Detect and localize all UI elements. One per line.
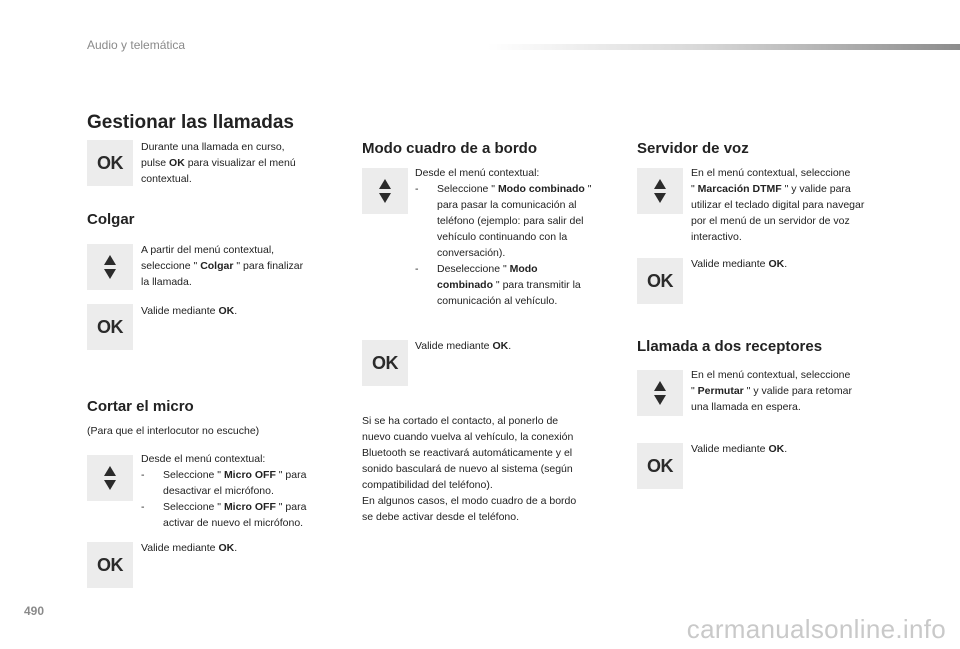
- ok-icon-label: OK: [647, 270, 673, 291]
- text-line: En algunos casos, el modo cuadro de a bordo: [362, 495, 577, 507]
- arrow-up-icon: [104, 255, 116, 265]
- text-line: " Permutar " y valide para retomar: [691, 385, 852, 397]
- ok-button-icon: [362, 340, 408, 386]
- arrow-down-icon: [654, 395, 666, 405]
- text-line: nuevo cuando vuelva al vehículo, la conexión: [362, 431, 574, 443]
- list-item: - Seleccione " Micro OFF " para activar de nuevo el micrófono.: [141, 501, 307, 529]
- micro-note: (Para que el interlocutor no escuche): [87, 425, 260, 437]
- arrow-up-icon: [379, 179, 391, 189]
- ok-icon-label: OK: [647, 455, 673, 476]
- text-line: Si se ha cortado el contacto, al ponerlo de: [362, 415, 559, 427]
- micro-text: [141, 451, 341, 531]
- page-number: 490: [24, 604, 45, 618]
- arrow-down-icon: [104, 269, 116, 279]
- text-line: Durante una llamada en curso,: [141, 141, 285, 153]
- list-item: - Seleccione " Micro OFF " para desactivar el micrófono.: [141, 469, 307, 497]
- page-title: Gestionar las llamadas: [87, 112, 294, 133]
- text-line: Bluetooth se reactivará automáticamente y el: [362, 447, 573, 459]
- text-line: pulse OK para visualizar el menú: [141, 157, 296, 169]
- colgar-text: [141, 242, 341, 290]
- dos-receptores-validate-text: Valide mediante OK.: [691, 443, 788, 455]
- modo-cuadro-heading: Modo cuadro de a bordo: [362, 140, 537, 157]
- ok-icon-label: OK: [97, 316, 123, 337]
- text-line: Desde el menú contextual:: [141, 453, 266, 465]
- text-line: seleccione " Colgar " para finalizar: [141, 260, 304, 272]
- colgar-validate-text: Valide mediante OK.: [141, 305, 238, 317]
- watermark-text: carmanualsonline.info: [686, 614, 946, 644]
- arrow-down-icon: [104, 480, 116, 490]
- dos-receptores-text: [691, 367, 906, 415]
- list-item: - Deseleccione " Modo combinado " para transmitir la comunicación al vehículo.: [415, 263, 581, 307]
- arrow-down-icon: [654, 193, 666, 203]
- header-gradient-bar: [488, 44, 960, 50]
- text-line: sonido basculará de nuevo al sistema (según: [362, 463, 573, 475]
- text-line: En el menú contextual, seleccione: [691, 167, 851, 179]
- colgar-heading: Colgar: [87, 211, 135, 228]
- servidor-voz-text: [691, 165, 906, 245]
- text-line: contextual.: [141, 173, 192, 185]
- ok-icon-label: OK: [372, 352, 398, 373]
- up-down-arrows-icon: [637, 370, 683, 416]
- arrow-down-icon: [379, 193, 391, 203]
- modo-cuadro-text: [415, 165, 620, 309]
- dos-receptores-heading: Llamada a dos receptores: [637, 338, 823, 355]
- modo-cuadro-validate-text: Valide mediante OK.: [415, 340, 512, 352]
- ok-button-icon: [87, 304, 133, 350]
- arrow-up-icon: [104, 466, 116, 476]
- text-line: A partir del menú contextual,: [141, 244, 275, 256]
- ok-icon-label: OK: [97, 152, 123, 173]
- ok-button-icon: [637, 258, 683, 304]
- servidor-voz-heading: Servidor de voz: [637, 140, 749, 157]
- up-down-arrows-icon: [87, 455, 133, 501]
- arrow-up-icon: [654, 381, 666, 391]
- section-header-title: Audio y telemática: [87, 38, 186, 52]
- bluetooth-info-paragraph: [362, 413, 612, 525]
- text-line: interactivo.: [691, 231, 742, 243]
- text-line: compatibilidad del teléfono).: [362, 479, 493, 491]
- up-down-arrows-icon: [362, 168, 408, 214]
- ok-icon-label: OK: [97, 554, 123, 575]
- ok-button-icon: [87, 140, 133, 186]
- text-line: por el menú de un servidor de voz: [691, 215, 850, 227]
- up-down-arrows-icon: [637, 168, 683, 214]
- micro-validate-text: Valide mediante OK.: [141, 542, 238, 554]
- up-down-arrows-icon: [87, 244, 133, 290]
- servidor-voz-validate-text: Valide mediante OK.: [691, 258, 788, 270]
- text-line: En el menú contextual, seleccione: [691, 369, 851, 381]
- micro-heading: Cortar el micro: [87, 398, 194, 415]
- arrow-up-icon: [654, 179, 666, 189]
- ok-button-icon: [87, 542, 133, 588]
- text-line: utilizar el teclado digital para navegar: [691, 199, 865, 211]
- text-line: la llamada.: [141, 276, 192, 288]
- text-line: " Marcación DTMF " y valide para: [691, 183, 851, 195]
- text-line: Desde el menú contextual:: [415, 167, 540, 179]
- text-line: una llamada en espera.: [691, 401, 801, 413]
- manage-calls-text: [141, 139, 341, 187]
- ok-button-icon: [637, 443, 683, 489]
- list-item: - Seleccione " Modo combinado " para pasar la comunicación al teléfono (ejemplo: para salir del vehículo continuando con la conversación).: [415, 183, 592, 259]
- text-line: se debe activar desde el teléfono.: [362, 511, 520, 523]
